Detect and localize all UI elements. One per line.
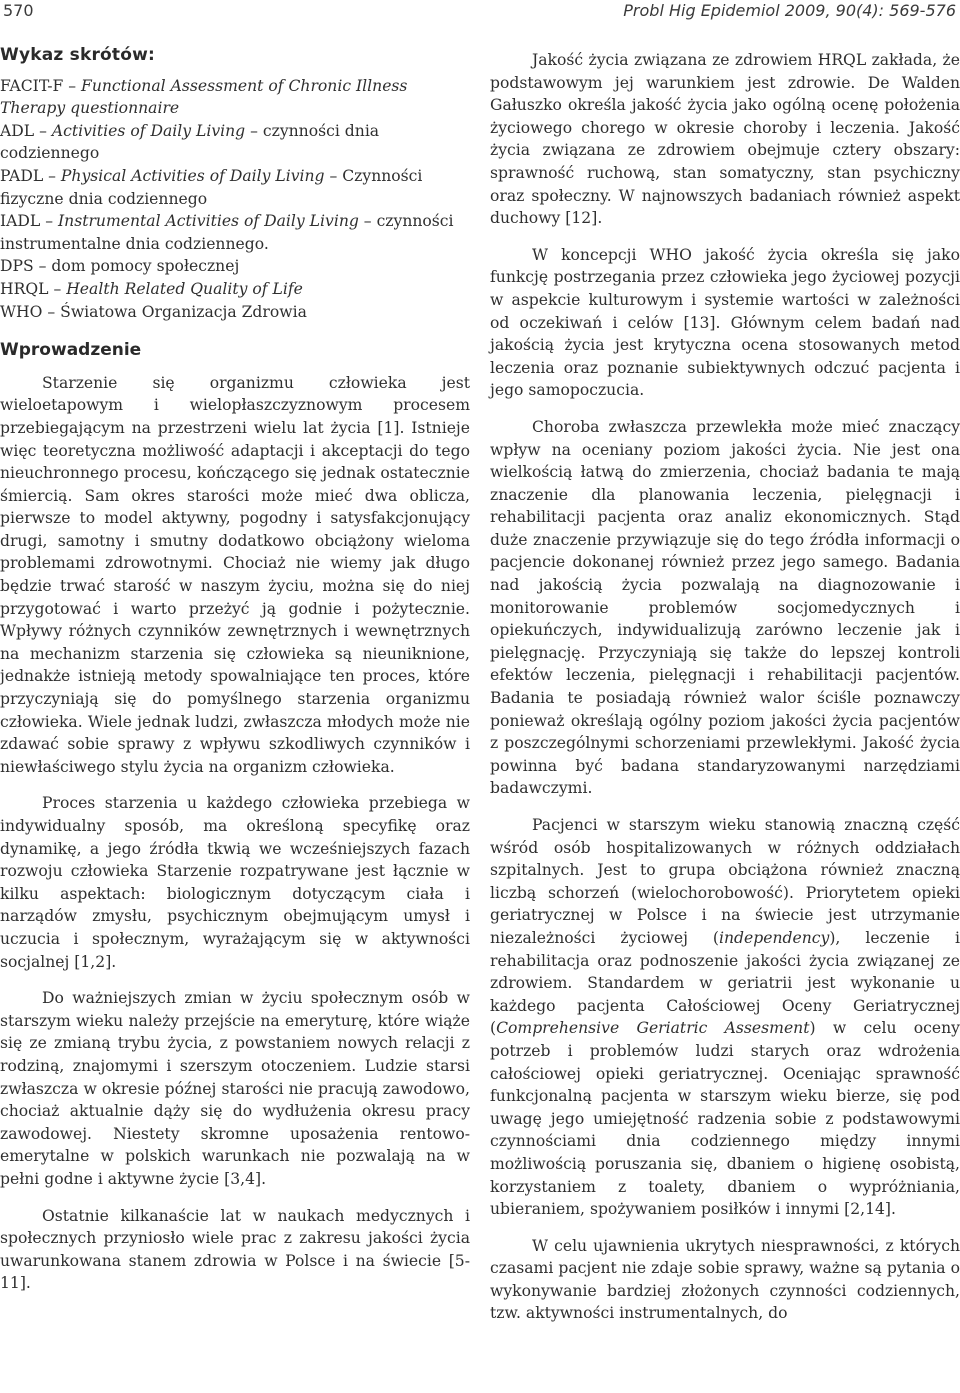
abbreviation-item: PADL – Physical Activities of Daily Living – Czynności fizyczne dnia codziennego [0, 166, 423, 208]
abbreviation-item: WHO – Światowa Organizacja Zdrowia [0, 302, 307, 321]
paragraph: W celu ujawnienia ukrytych niesprawności, z których czasami pacjent nie zdaje sobie sprawy, ważne są pytania o wykonywanie bardziej złożonych czynności codziennych, tzw. aktywności instrumentalnych, do [490, 1236, 960, 1323]
paragraph: Jakość życia związana ze zdrowiem HRQL zakłada, że podstawowym jej warunkiem jest zdrowie. De Walden Gałuszko określa jakość życia jako ogólną ocenę położenia życiowego chorego w okresie choroby i leczenia. Jakość życia związana ze zdrowiem obejmuje cztery obszary: sprawność ruchową, stan somatyczny, stan psychiczny oraz społeczny. W najnowszych badaniach również aspekt duchowy [12]. [490, 51, 960, 228]
abbreviation-item: IADL – Instrumental Activities of Daily Living – czynności instrumentalne dnia codziennego. [0, 212, 454, 253]
left-column [0, 44, 470, 1295]
paragraph: Ostatnie kilkanaście lat w naukach medycznych i społecznych przyniosło wiele prac z zakresu jakości życia uwarunkowana stanem zdrowia w Polsce i na świecie [5-11]. [0, 1206, 470, 1293]
paragraph: Do ważniejszych zmian w życiu społecznym osób w starszym wieku należy przejście na emeryturę, które wiąże się ze zmianą trybu życia, z powstaniem nowych relacji z rodziną, znajomymi i szerszym otoczeniem. Ludzie starsi zwłaszcza w okresie późnej starości nie pracują zawodowo, chociaż aktualnie dąży się do wydłużenia okresu pracy zawodowej. Niestety skromne uposażenia rentowo-emerytalne w polskich warunkach nie pozwalają na w pełni godne i aktywne życie [3,4]. [0, 989, 470, 1188]
page-header [0, 0, 960, 24]
abbreviations-list [0, 75, 470, 324]
page-number: 570 [3, 1, 34, 20]
paragraph: Proces starzenia u każdego człowieka przebiega w indywidualny sposób, ma określoną specyfikę oraz dynamikę, a jego źródła tkwią we wcześniejszych fazach rozwoju człowieka Starzenie rozpatrywane jest łącznie w kilku aspektach: biologicznym dotyczącym ciała i narządów zmysłu, psychicznym obejmującym umysł i uczucia i społecznym, wyrażającym się w aktywności socjalnej [1,2]. [0, 794, 470, 971]
abbreviation-item: ADL – Activities of Daily Living – czynności dnia codziennego [0, 121, 380, 163]
paragraph: Starzenie się organizmu człowieka jest wieloetapowym i wielopłaszczyznowym procesem przebiegającym na przestrzeni wielu lat życia [1]. Istnieje więc teoretyczna możliwość adaptacji i akceptacji do tego nieuchronnego procesu, kończącego się jednak ostatecznie śmiercią. Sam okres starości może mieć dwa oblicza, pierwsze to model aktywny, pogodny i satysfakcjonujący drugi, samotny i smutny dodatkowo obciążony wieloma problemami zdrowotnymi. Chociaż nie wiemy jak długo będzie trwać starość w naszym życiu, można się do niej przygotować i warto przeżyć ją godnie i pożytecznie. Wpływy różnych czynników zewnętrznych i wewnętrznych na mechanizm starzenia się człowieka są nieuniknione, jednakże istnieją metody spowalniające ten proces, które przyczyniają się do pomyślnego starzenia organizmu człowieka. Wiele jednak ludzi, zwłaszcza młodych może nie zdawać sobie sprawy z wpływu szkodliwych czynników i niewłaściwego stylu życia na organizm człowieka. [0, 373, 470, 776]
paragraph: W koncepcji WHO jakość życia określa się jako funkcję postrzegania przez człowieka jego życiowej pozycji w aspekcie kulturowym i systemie wartości w zależności od oczekiwań i celów [13]. Głównym celem badań nad jakością życia jest krytyczna ocena stosowanych metod leczenia oraz poznanie subiektywnych odczuć pacjenta i jego samopoczucia. [490, 245, 960, 400]
section-heading: Wprowadzenie [0, 340, 142, 361]
abbreviation-item: FACIT-F – Functional Assessment of Chronic Illness Therapy questionnaire [0, 76, 408, 118]
journal-citation: Probl Hig Epidemiol 2009, 90(4): 569-576 [623, 1, 956, 20]
paragraph: Choroba zwłaszcza przewlekła może mieć znaczący wpływ na oceniany poziom jakości życia. Nie jest ona wielkością łatwą do zmierzenia, chociaż badania te mają znaczenie dla planowania leczenia, pielęgnacji i rehabilitacji pacjenta oraz analiz ekonomicznych. Stąd duże znaczenie przywiązuje się do tego źródła informacji o pacjencie dokonanej również przez jego samego. Badania nad jakością życia pozwalają na diagnozowanie i monitorowanie problemów socjomedycznych i opiekuńczych, indywidualizują zarówno leczenie jak i pielęgnację. Przyczyniają się także do lepszej kontroli efektów leczenia, pielęgnacji i rehabilitacji pacjentów. Badania te posiadają również walor ściśle poznawczy ponieważ określają ogólny poziom jakości życia pacjentów z poszczególnymi schorzeniami przewlekłymi. Jakość życia powinna być badana standaryzowanymi narzędziami badawczymi. [490, 417, 960, 798]
abbreviation-item: DPS – dom pomocy społecznej [0, 257, 240, 276]
paragraph: Pacjenci w starszym wieku stanowią znaczną część wśród osób hospitalizowanych w różnych oddziałach szpitalnych. Jest to grupa obciążona również znaczną liczbą schorzeń (wielochorobowość). Priorytetem opieki geriatrycznej w Polsce i na świecie jest utrzymanie niezależności życiowej (independency), leczenie i rehabilitacja oraz podnoszenie jakości życia związanej ze zdrowiem. Standardem w geriatrii jest wykonanie u każdego pacjenta Całościowej Oceny Geriatrycznej (Comprehensive Geriatric Assesment) w celu oceny potrzeb i problemów ludzi starych oraz wdrożenia całościowej opieki geriatrycznej. Oceniając sprawność funkcjonalną pacjenta w starszym wieku bierze, się pod uwagę jego umiejętność radzenia sobie z podstawowymi czynnościami dnia codziennego między innymi możliwością poruszania się, dbaniem o higienę osobistą, korzystaniem z toalety, dbaniem o wypróżniania, ubieraniem, spożywaniem posiłków i innymi [2,14]. [490, 816, 960, 1219]
abbreviations-title: Wykaz skrótów: [0, 45, 156, 65]
right-column [490, 49, 960, 1325]
abbreviation-item: HRQL – Health Related Quality of Life [0, 279, 303, 298]
